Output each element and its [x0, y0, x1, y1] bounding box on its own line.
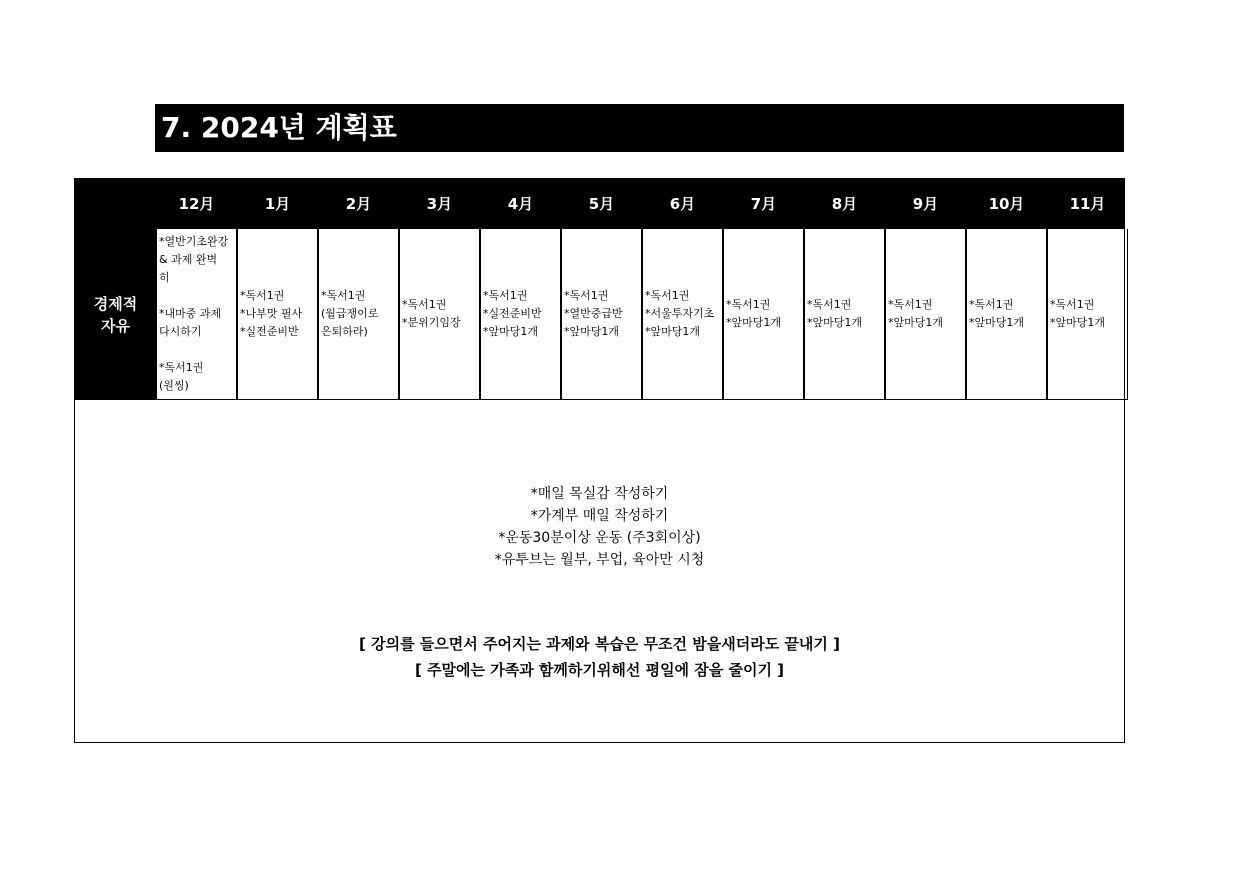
month-header: 8月 — [831, 195, 858, 213]
plan-cell-line: *앞마당1개 — [564, 325, 620, 338]
plan-cell-line: (원씽) — [159, 379, 189, 392]
plan-cell-line: *독서1권 — [240, 289, 285, 302]
plan-cell-line: *내마중 과제 — [159, 307, 222, 320]
plan-cell-line: *나부맛 필사 — [240, 307, 303, 320]
month-header: 5月 — [588, 195, 615, 213]
daily-note: *매일 목실감 작성하기 — [530, 486, 669, 502]
month-header: 11月 — [1069, 195, 1106, 213]
plan-cell-line: *앞마당1개 — [888, 316, 944, 329]
month-header: 7月 — [750, 195, 777, 213]
plan-cell-line: 히 — [159, 271, 170, 284]
daily-note: *운동30분이상 운동 (주3회이상) — [498, 530, 701, 546]
page-title: 7. 2024년 계획표 — [155, 104, 1124, 152]
plan-cell-line: *독서1권 — [483, 289, 528, 302]
plan-cell-line: *독서1권 — [564, 289, 609, 302]
plan-cell-line: *독서1권 — [888, 298, 933, 311]
month-header-row — [75, 179, 1124, 229]
month-header: 10月 — [988, 195, 1025, 213]
month-header: 3月 — [426, 195, 453, 213]
plan-cell-line: *독서1권 — [807, 298, 852, 311]
plan-cell — [480, 229, 561, 400]
row-label-line: 자유 — [101, 316, 130, 335]
plan-cell-line: *앞마당1개 — [645, 325, 701, 338]
month-header: 9月 — [912, 195, 939, 213]
plan-cell-line: *독서1권 — [321, 289, 366, 302]
plan-cell-line: *독서1권 — [1050, 298, 1095, 311]
rule-line: [ 주말에는 가족과 함께하기위해선 평일에 잠을 줄이기 ] — [414, 661, 785, 679]
plan-cell-line: *서울투자기초 — [645, 307, 715, 320]
plan-cell-line: *분위기임장 — [402, 316, 461, 329]
month-header: 6月 — [669, 195, 696, 213]
plan-cell — [966, 229, 1047, 400]
month-header: 1月 — [264, 195, 291, 213]
plan-cell-line: *독서1권 — [726, 298, 771, 311]
plan-cell — [723, 229, 804, 400]
plan-cell — [642, 229, 723, 400]
plan-cell-line: 다시하기 — [159, 325, 202, 338]
plan-cell — [399, 229, 480, 400]
plan-cell — [237, 229, 318, 400]
plan-cell-line: *앞마당1개 — [969, 316, 1025, 329]
row-label-economic-freedom — [75, 229, 156, 400]
plan-cell-line: *앞마당1개 — [807, 316, 863, 329]
daily-habits — [75, 483, 1124, 571]
plan-cell — [156, 229, 237, 400]
rule-line: [ 강의를 들으면서 주어지는 과제와 복습은 무조건 밤을새더라도 끝내기 ] — [359, 635, 840, 653]
plan-cell-line: *앞마당1개 — [726, 316, 782, 329]
plan-cell-line: *열반기초완강 — [159, 235, 229, 248]
plan-cell — [885, 229, 966, 400]
plan-cell-line — [159, 287, 236, 305]
plan-cell-line: *앞마당1개 — [483, 325, 539, 338]
plan-cell-line: *독서1권 — [645, 289, 690, 302]
daily-note: *가계부 매일 작성하기 — [530, 508, 669, 524]
plan-cell-line — [159, 341, 236, 359]
row-label-line: 경제적 — [93, 294, 138, 313]
plan-cell — [804, 229, 885, 400]
month-header: 2月 — [345, 195, 372, 213]
plan-cell-line: & 과제 완벽 — [159, 253, 218, 266]
daily-note: *유투브는 월부, 부업, 육아만 시청 — [494, 552, 705, 568]
plan-cell-line: *독서1권 — [969, 298, 1014, 311]
notes-section — [75, 400, 1124, 742]
plan-cell — [561, 229, 642, 400]
plan-cell-line: *앞마당1개 — [1050, 316, 1106, 329]
plan-cell-line: 은퇴하라) — [321, 325, 368, 338]
plan-cell-line: *열반중급반 — [564, 307, 623, 320]
plan-cell-line: (월급쟁이로 — [321, 307, 379, 320]
plan-cell — [1047, 229, 1128, 400]
plan-cell-line: *독서1권 — [402, 298, 447, 311]
plan-cell — [318, 229, 399, 400]
month-header: 12月 — [178, 195, 215, 213]
month-header: 4月 — [507, 195, 534, 213]
plan-cell-line: *실전준비반 — [240, 325, 299, 338]
plan-cell-line: *실전준비반 — [483, 307, 542, 320]
plan-table — [74, 178, 1125, 743]
rules — [75, 631, 1124, 683]
plan-cell-line: *독서1권 — [159, 361, 204, 374]
